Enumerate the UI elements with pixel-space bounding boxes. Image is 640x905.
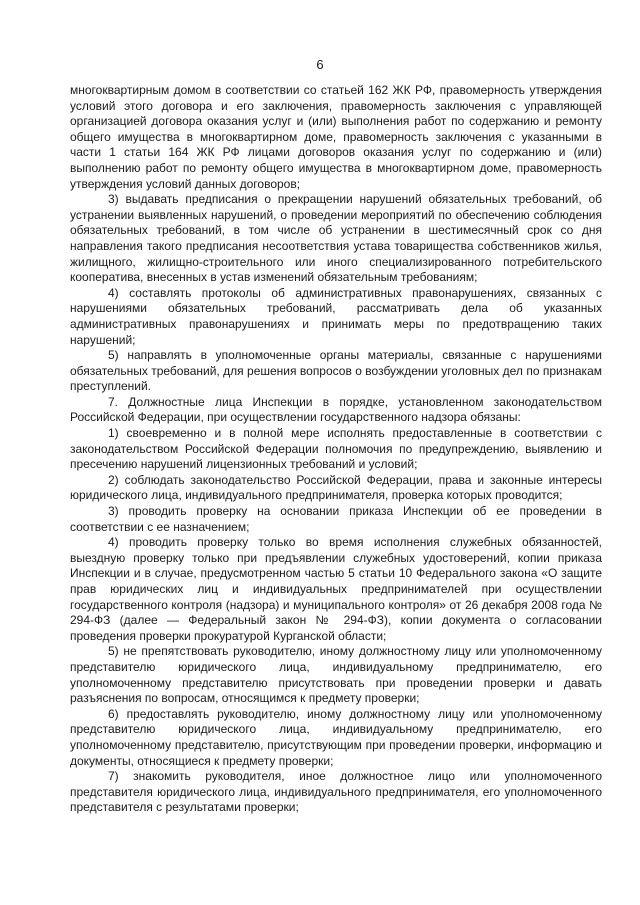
page-number: 6 — [316, 57, 324, 72]
paragraph-item-3-prescriptions: 3) выдавать предписания о прекращении нарушений обязательных требований, об устранении выявленных нарушений, о проведении мероприятий по обеспечению соблюдения обязательных требований, в том числе об устранении в шестимесячный срок со дня направления такого предписания несоответствия устава товарищества собственников жилья, жилищного, жилищно-строительного или иного специализированного потребительского кооператива, внесенных в устав изменений обязательным требованиям; — [70, 192, 602, 285]
paragraph-duty-3: 3) проводить проверку на основании приказа Инспекции об ее проведении в соответствии с ее назначением; — [70, 504, 602, 534]
paragraph-item-5-materials: 5) направлять в уполномоченные органы материалы, связанные с нарушениями обязательных требований, для решения вопросов о возбуждении уголовных дел по признакам преступлений. — [70, 348, 602, 394]
paragraph-continuation: многоквартирным домом в соответствии со статьей 162 ЖК РФ, правомерность утверждения условий этого договора и его заключения, правомерность заключения с управляющей организацией договора оказания услуг и (или) выполнения работ по содержанию и ремонту общего имущества в многоквартирном доме, правомерность заключения с указанными в части 1 статьи 164 ЖК РФ лицами договоров оказания услуг по содержанию и (или) выполнению работ по ремонту общего имущества в многоквартирном доме, правомерность утверждения условий данных договоров; — [70, 83, 602, 191]
paragraph-section-7: 7. Должностные лица Инспекции в порядке, установленном законодательством Российской Федерации, при осуществлении государственного надзора обязаны: — [70, 394, 602, 425]
paragraph-duty-5: 5) не препятствовать руководителю, иному должностному лицу или уполномоченному представителю юридического лица, индивидуальному предпринимателю, его уполномоченному представителю присутствовать при проведении проверки и давать разъяснения по вопросам, относящимся к предмету проверки; — [70, 644, 602, 706]
paragraph-item-4-protocols: 4) составлять протоколы об административных правонарушениях, связанных с нарушениями обязательных требований, рассматривать дела об указанных административных правонарушениях и принимать меры по предотвращению таких нарушений; — [70, 285, 602, 347]
document-body — [70, 83, 602, 816]
paragraph-duty-6: 6) предоставлять руководителю, иному должностному лицу или уполномоченному представителю юридического лица, индивидуальному предпринимателю, его уполномоченному представителю, присутствующим при проведении проверки, информацию и документы, относящиеся к предмету проверки; — [70, 706, 602, 768]
paragraph-duty-2: 2) соблюдать законодательство Российской Федерации, права и законные интересы юридического лица, индивидуального предпринимателя, проверка которых проводится; — [70, 472, 602, 503]
paragraph-duty-7: 7) знакомить руководителя, иное должностное лицо или уполномоченного представителя юридического лица, индивидуального предпринимателя, его уполномоченного представителя с результатами проверки; — [70, 769, 602, 815]
paragraph-duty-4: 4) проводить проверку только во время исполнения служебных обязанностей, выездную проверку только при предъявлении служебных удостоверений, копии приказа Инспекции и в случае, предусмотренном частью 5 статьи 10 Федерального закона «О защите прав юридических лиц и индивидуальных предпринимателей при осуществлении государственного контроля (надзора) и муниципального контроля» от 26 декабря 2008 года № 294-ФЗ (далее — Федеральный закон № 294-ФЗ), копии документа о согласовании проведения проверки прокуратурой Курганской области; — [70, 535, 602, 643]
paragraph-duty-1: 1) своевременно и в полной мере исполнять предоставленные в соответствии с законодательством Российской Федерации полномочия по предупреждению, выявлению и пресечению нарушений лицензионных требований и условий; — [70, 426, 602, 472]
